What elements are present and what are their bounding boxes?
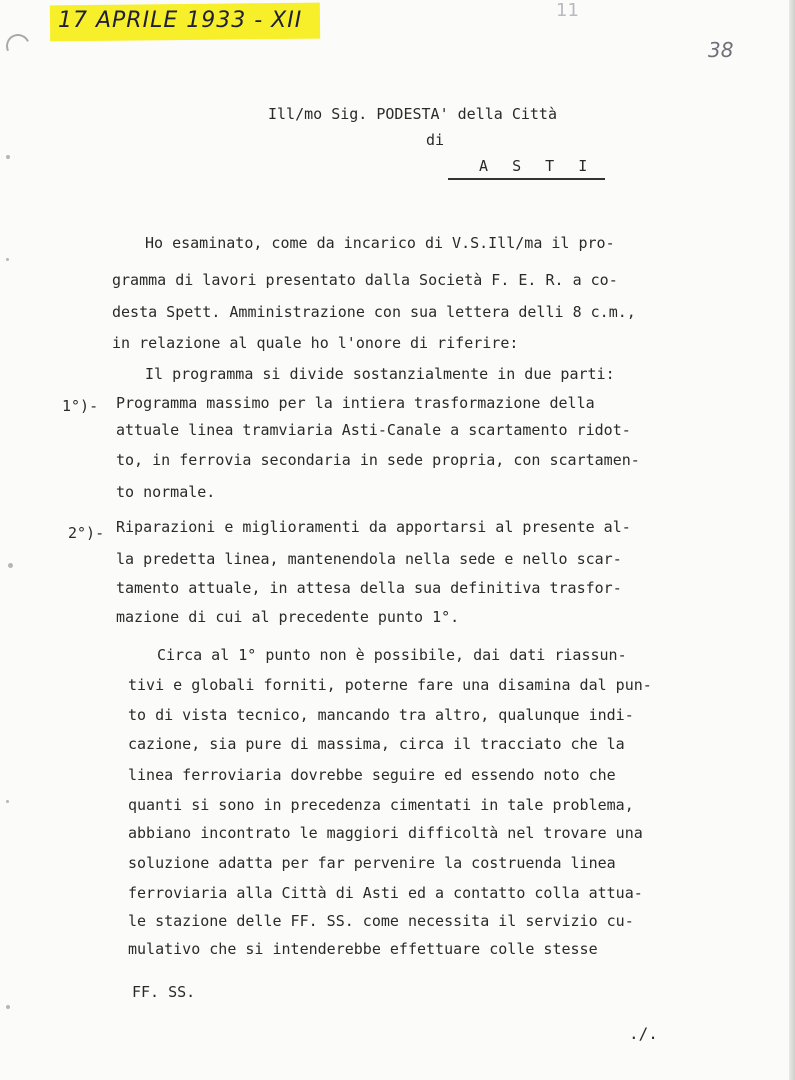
paragraph-line: quanti si sono in precedenza cimentati in tale problema, xyxy=(128,796,634,814)
item-2-line: tamento attuale, in attesa della sua definitiva trasfor- xyxy=(116,579,622,597)
handwritten-top-mark: 11 xyxy=(556,0,579,21)
punch-dot xyxy=(6,258,9,261)
continuation-mark: ./. xyxy=(629,1024,658,1043)
page-edge-shadow xyxy=(789,0,795,1080)
intro-line: Ho esaminato, come da incarico di V.S.Ill/ma il pro- xyxy=(145,234,615,252)
paragraph-line: to di vista tecnico, mancando tra altro, qualunque indi- xyxy=(128,706,634,724)
handwritten-page-number: 38 xyxy=(708,38,734,62)
item-1-line: to, in ferrovia secondaria in sede propria, con scartamen- xyxy=(116,451,640,469)
item-2-number: 2°)- xyxy=(68,524,105,542)
punch-hole-mark xyxy=(3,31,34,62)
address-line-2: di xyxy=(426,131,445,149)
paragraph-line: tivi e globali forniti, poterne fare una disamina dal pun- xyxy=(128,676,652,694)
item-2-line: Riparazioni e miglioramenti da apportarsi al presente al- xyxy=(116,518,631,536)
handwritten-date: 17 APRILE 1933 - XII xyxy=(58,8,303,33)
address-city: A S T I xyxy=(479,157,590,175)
paragraph-line: ferroviaria alla Città di Asti ed a contatto colla attua- xyxy=(128,884,643,902)
intro-line: gramma di lavori presentato dalla Società F. E. R. a co- xyxy=(112,271,618,289)
address-underline xyxy=(448,178,605,180)
paragraph-line: soluzione adatta per far pervenire la costruenda linea xyxy=(128,854,616,872)
paragraph-line: abbiano incontrato le maggiori difficoltà nel trovare una xyxy=(128,824,643,842)
item-1-number: 1°)- xyxy=(62,397,99,415)
intro-line: Il programma si divide sostanzialmente in due parti: xyxy=(145,365,615,383)
item-2-line: la predetta linea, mantenendola nella sede e nello scar- xyxy=(116,550,622,568)
punch-dot xyxy=(6,155,10,159)
punch-dot xyxy=(8,563,13,568)
item-1-line: attuale linea tramviaria Asti-Canale a scartamento ridot- xyxy=(116,421,631,439)
paragraph-line: le stazione delle FF. SS. come necessita il servizio cu- xyxy=(128,912,634,930)
paragraph-line: mulativo che si intenderebbe effettuare colle stesse xyxy=(128,940,598,958)
paragraph-line: cazione, sia pure di massima, circa il tracciato che la xyxy=(128,735,625,753)
address-line-1: Ill/mo Sig. PODESTA' della Città xyxy=(268,105,557,123)
item-2-line: mazione di cui al precedente punto 1°. xyxy=(116,608,460,626)
paragraph-line: linea ferroviaria dovrebbe seguire ed essendo noto che xyxy=(128,766,616,784)
item-1-line: to normale. xyxy=(116,483,216,501)
punch-dot xyxy=(6,1005,10,1009)
paragraph-line: Circa al 1° punto non è possibile, dai dati riassun- xyxy=(157,646,627,664)
punch-dot xyxy=(6,800,9,803)
intro-line: desta Spett. Amministrazione con sua lettera delli 8 c.m., xyxy=(112,303,636,321)
intro-line: in relazione al quale ho l'onore di riferire: xyxy=(112,334,519,352)
paragraph-line: FF. SS. xyxy=(132,983,196,1001)
item-1-line: Programma massimo per la intiera trasformazione della xyxy=(116,394,595,412)
